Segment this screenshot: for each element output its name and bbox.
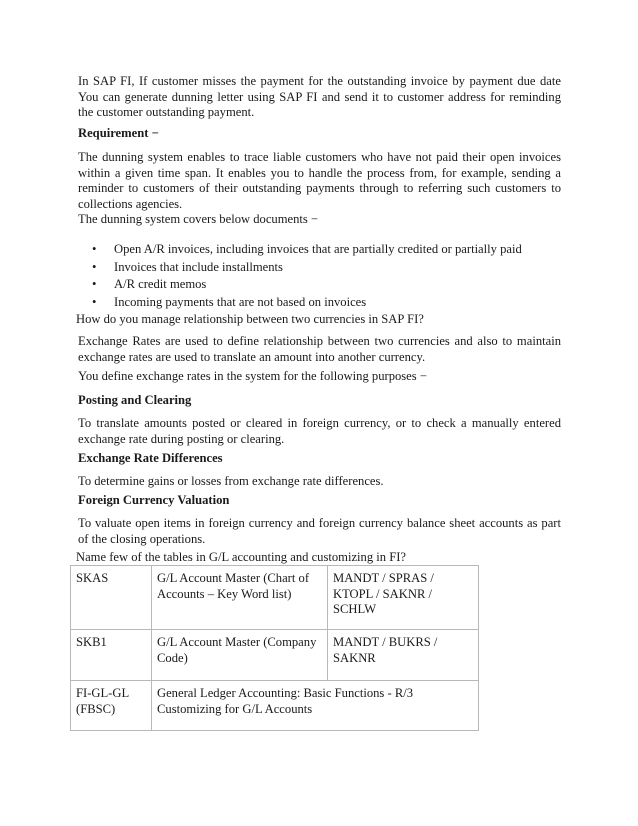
bullet-icon: • [92, 242, 97, 256]
list-item-text: Invoices that include installments [114, 259, 283, 274]
table-row [71, 630, 479, 681]
posting-clearing-heading: Posting and Clearing [78, 393, 192, 407]
table-row [71, 566, 479, 630]
list-item [78, 294, 522, 312]
currency-valuation-heading: Foreign Currency Valuation [78, 493, 230, 507]
table-name-cell: FI-GL-GL (FBSC) [71, 681, 152, 731]
rate-differences-paragraph: To determine gains or losses from exchange rate differences. [78, 474, 384, 488]
gl-tables [70, 565, 479, 731]
requirement-paragraph: The dunning system enables to trace liable customers who have not paid their open invoices within a given time span. It enables you to handle the process from, for example, sending a reminder to customers of their outstanding payments through to referring such customers to collections agencies. [78, 150, 561, 211]
table-row [71, 681, 479, 731]
table-description-cell: G/L Account Master (Chart of Accounts – Key Word list) [152, 566, 328, 630]
list-item-text: A/R credit memos [114, 277, 207, 291]
list-item-text: Open A/R invoices, including invoices that are partially credited or partially paid [114, 242, 522, 256]
currencies-question: How do you manage relationship between two currencies in SAP FI? [76, 312, 424, 326]
bullet-icon: • [92, 259, 97, 274]
tables-question: Name few of the tables in G/L accounting and customizing in FI? [76, 550, 407, 564]
requirement-heading: Requirement − [78, 126, 159, 140]
intro-paragraph: In SAP FI, If customer misses the payment for the outstanding invoice by payment due date You can generate dunning letter using SAP FI and send it to customer address for reminding the customer outstanding payment. [78, 74, 561, 119]
dunning-covers-line: The dunning system covers below documents − [78, 212, 319, 226]
dunning-documents-list [78, 241, 522, 311]
posting-clearing-paragraph: To translate amounts posted or cleared in foreign currency, or to check a manually entered exchange rate during posting or clearing. [78, 416, 561, 446]
bullet-icon: • [92, 277, 97, 291]
rate-differences-heading: Exchange Rate Differences [78, 451, 223, 465]
table-description-cell: General Ledger Accounting: Basic Functions - R/3 Customizing for G/L Accounts [152, 681, 479, 731]
table-keys-cell: MANDT / BUKRS / SAKNR [328, 630, 479, 681]
currency-valuation-paragraph: To valuate open items in foreign currency and foreign currency balance sheet accounts as part of the closing operations. [78, 516, 561, 546]
table-name-cell: SKAS [71, 566, 152, 630]
purposes-line: You define exchange rates in the system for the following purposes − [78, 369, 427, 383]
exchange-rates-paragraph: Exchange Rates are used to define relationship between two currencies and also to maintain exchange rates are used to translate an amount into another currency. [78, 334, 561, 364]
list-item [78, 259, 522, 277]
table-description-cell: G/L Account Master (Company Code) [152, 630, 328, 681]
list-item [78, 241, 522, 259]
bullet-icon: • [92, 294, 97, 309]
list-item-text: Incoming payments that are not based on invoices [114, 294, 367, 309]
list-item [78, 276, 522, 294]
table-name-cell: SKB1 [71, 630, 152, 681]
table-keys-cell: MANDT / SPRAS / KTOPL / SAKNR / SCHLW [328, 566, 479, 630]
